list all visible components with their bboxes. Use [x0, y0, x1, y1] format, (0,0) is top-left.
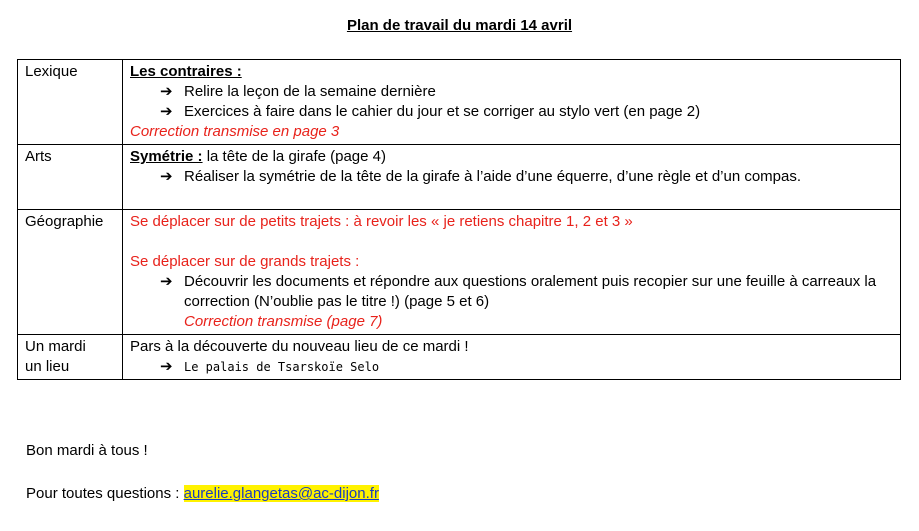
subject-mardi-line1: Un mardi: [25, 338, 86, 355]
arts-heading-rest: la tête de la girafe (page 4): [202, 148, 386, 165]
correction-note: Correction transmise en page 3: [130, 123, 340, 140]
table-row-arts: [18, 145, 901, 210]
geo-line-short-trips: Se déplacer sur de petits trajets : à revoir les « je retiens chapitre 1, 2 et 3 »: [130, 213, 633, 230]
work-plan-table: [17, 59, 901, 380]
list-item: [130, 357, 894, 377]
correction-note: Correction transmise (page 7): [184, 313, 383, 330]
mardi-intro: Pars à la découverte du nouveau lieu de ce mardi !: [130, 338, 469, 355]
list-item-text: Le palais de Tsarskoïe Selo: [184, 360, 380, 374]
table-row-lexique: [18, 60, 901, 145]
list-item-text: Exercices à faire dans le cahier du jour et se corriger au stylo vert (en page 2): [184, 103, 701, 120]
geo-line-long-trips: Se déplacer sur de grands trajets :: [130, 253, 360, 270]
list-item-text: Découvrir les documents et répondre aux questions oralement puis recopier sur une feuille à carreaux la correction (N’oublie pas le titre !) (page 5 et 6): [184, 273, 877, 310]
subject-arts: Arts: [18, 145, 123, 210]
arrow-right-icon: ➔: [160, 168, 173, 185]
list-item-text: Relire la leçon de la semaine dernière: [184, 83, 436, 100]
contact-line: [26, 485, 379, 502]
list-item: [130, 272, 894, 312]
lexique-heading: Les contraires :: [130, 63, 242, 80]
arrow-right-icon: ➔: [160, 83, 173, 100]
content-lexique: [123, 60, 901, 145]
greeting: Bon mardi à tous !: [26, 442, 148, 459]
questions-label: Pour toutes questions :: [26, 485, 184, 502]
page-title: Plan de travail du mardi 14 avril: [346, 17, 573, 34]
arrow-right-icon: ➔: [160, 273, 173, 290]
content-mardi: [123, 335, 901, 380]
subject-lexique: Lexique: [18, 60, 123, 145]
spacer: [130, 232, 894, 252]
spacer: [130, 187, 894, 207]
table-row-geographie: [18, 210, 901, 335]
arrow-right-icon: ➔: [160, 358, 173, 375]
list-item: [130, 167, 894, 187]
list-item: [130, 82, 894, 102]
list-item: [130, 102, 894, 122]
arts-heading-line: [130, 147, 894, 167]
content-geographie: [123, 210, 901, 335]
list-item-text: Réaliser la symétrie de la tête de la girafe à l’aide d’une équerre, d’une règle et d’un compas.: [184, 168, 802, 185]
arts-heading: Symétrie :: [130, 148, 203, 165]
subject-mardi-line2: un lieu: [25, 358, 70, 375]
subject-geographie: Géographie: [18, 210, 123, 335]
subject-mardi: [18, 335, 123, 380]
content-arts: [123, 145, 901, 210]
arrow-right-icon: ➔: [160, 103, 173, 120]
table-row-mardi: [18, 335, 901, 380]
email-link[interactable]: aurelie.glangetas@ac-dijon.fr: [183, 485, 379, 502]
